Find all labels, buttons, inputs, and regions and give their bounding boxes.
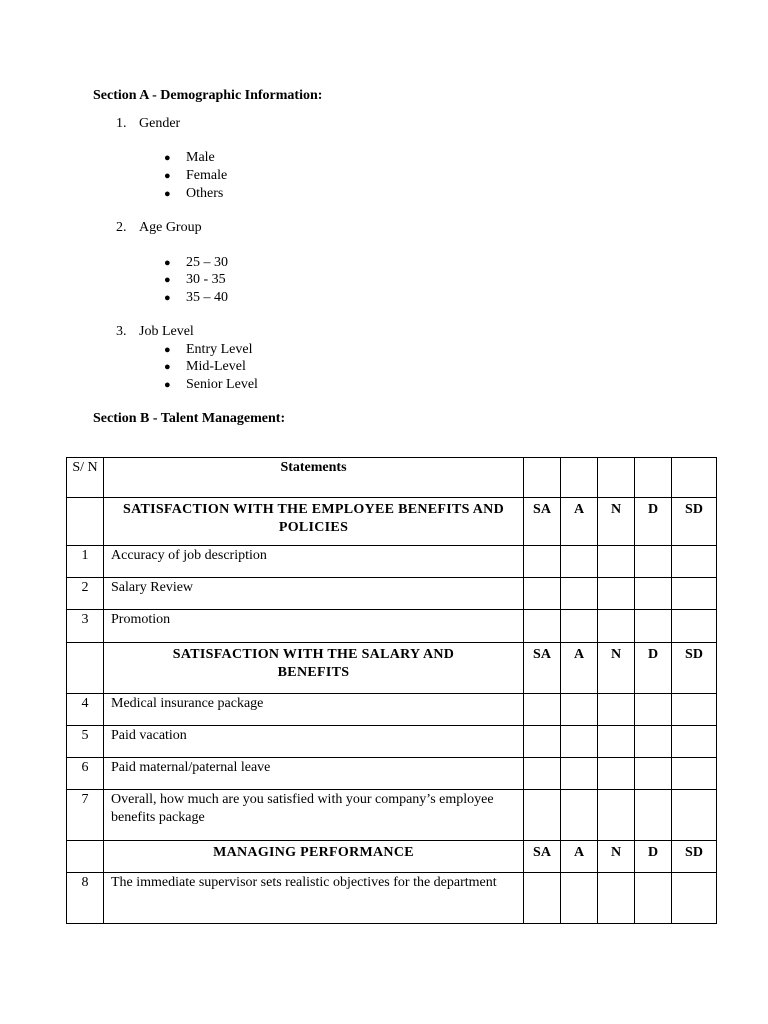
bullet-icon: ● [164, 257, 171, 269]
table-row [67, 610, 717, 643]
row-statement: Paid vacation [104, 726, 524, 758]
row-number: 5 [67, 726, 104, 758]
scale-label: A [561, 643, 598, 694]
rating-cell[interactable] [672, 578, 717, 610]
group-heading: SATISFACTION WITH THE SALARY AND BENEFITS [104, 643, 524, 694]
rating-cell[interactable] [561, 578, 598, 610]
rating-cell[interactable] [672, 610, 717, 643]
row-number: 4 [67, 694, 104, 726]
option-item [164, 272, 226, 288]
option-item [164, 255, 228, 271]
scale-label: SD [672, 498, 717, 546]
scale-label: SD [672, 841, 717, 873]
empty-cell [635, 458, 672, 498]
scale-label: N [598, 498, 635, 546]
section-a-title: Section A - Demographic Information: [93, 88, 323, 103]
bullet-icon: ● [164, 361, 171, 373]
rating-cell[interactable] [635, 790, 672, 841]
row-statement: Promotion [104, 610, 524, 643]
option-label: Entry Level [186, 342, 253, 357]
scale-label: N [598, 841, 635, 873]
rating-cell[interactable] [672, 873, 717, 924]
scale-label: SA [524, 498, 561, 546]
empty-cell [67, 841, 104, 873]
scale-label: N [598, 643, 635, 694]
question-label: Job Level [139, 324, 194, 339]
option-item [164, 290, 228, 306]
row-statement: Paid maternal/paternal leave [104, 758, 524, 790]
table-header-row [67, 458, 717, 498]
scale-label: SA [524, 841, 561, 873]
group-heading-row [67, 643, 717, 694]
option-item [164, 359, 246, 375]
group-heading: MANAGING PERFORMANCE [104, 841, 524, 873]
rating-cell[interactable] [524, 726, 561, 758]
question-label: Age Group [139, 220, 202, 235]
rating-cell[interactable] [561, 758, 598, 790]
row-number: 1 [67, 546, 104, 578]
option-item [164, 186, 223, 202]
rating-cell[interactable] [524, 610, 561, 643]
empty-cell [598, 458, 635, 498]
row-statement: The immediate supervisor sets realistic objectives for the department [104, 873, 524, 924]
question-label: Gender [139, 116, 181, 131]
rating-cell[interactable] [635, 726, 672, 758]
rating-cell[interactable] [561, 873, 598, 924]
rating-cell[interactable] [524, 790, 561, 841]
bullet-icon: ● [164, 152, 171, 164]
bullet-icon: ● [164, 292, 171, 304]
rating-cell[interactable] [672, 694, 717, 726]
table-row [67, 873, 717, 924]
rating-cell[interactable] [598, 546, 635, 578]
rating-cell[interactable] [524, 694, 561, 726]
table-row [67, 546, 717, 578]
question-number: 2. [116, 220, 127, 235]
row-number: 6 [67, 758, 104, 790]
question-number: 1. [116, 116, 127, 131]
empty-cell [524, 458, 561, 498]
rating-cell[interactable] [598, 694, 635, 726]
row-number: 7 [67, 790, 104, 841]
rating-cell[interactable] [598, 790, 635, 841]
rating-cell[interactable] [598, 726, 635, 758]
rating-cell[interactable] [561, 610, 598, 643]
row-statement: Overall, how much are you satisfied with your company’s employee benefits package [104, 790, 524, 841]
scale-label: SD [672, 643, 717, 694]
option-item [164, 168, 227, 184]
group-heading-row [67, 498, 717, 546]
bullet-icon: ● [164, 188, 171, 200]
table-row [67, 578, 717, 610]
rating-cell[interactable] [524, 578, 561, 610]
option-label: Male [186, 150, 215, 165]
rating-cell[interactable] [672, 726, 717, 758]
option-label: Others [186, 186, 224, 201]
row-number: 8 [67, 873, 104, 924]
rating-cell[interactable] [598, 578, 635, 610]
option-item [164, 377, 258, 393]
rating-cell[interactable] [561, 546, 598, 578]
bullet-icon: ● [164, 274, 171, 286]
scale-label: A [561, 498, 598, 546]
group-heading-row [67, 841, 717, 873]
scale-label: D [635, 841, 672, 873]
rating-cell[interactable] [672, 790, 717, 841]
empty-cell [561, 458, 598, 498]
option-item [164, 150, 215, 166]
rating-cell[interactable] [672, 758, 717, 790]
option-label: Mid-Level [186, 359, 246, 374]
bullet-icon: ● [164, 170, 171, 182]
rating-cell[interactable] [635, 546, 672, 578]
rating-cell[interactable] [635, 694, 672, 726]
scale-label: D [635, 498, 672, 546]
rating-cell[interactable] [635, 873, 672, 924]
row-statement: Salary Review [104, 578, 524, 610]
rating-cell[interactable] [635, 758, 672, 790]
rating-cell[interactable] [635, 610, 672, 643]
rating-cell[interactable] [598, 873, 635, 924]
scale-label: D [635, 643, 672, 694]
question-job-level [116, 324, 194, 340]
statements-header: Statements [104, 458, 524, 498]
bullet-icon: ● [164, 344, 171, 356]
group-heading: SATISFACTION WITH THE EMPLOYEE BENEFITS AND POLICIES [104, 498, 524, 546]
option-label: 25 – 30 [186, 255, 228, 270]
empty-cell [67, 643, 104, 694]
row-statement: Medical insurance package [104, 694, 524, 726]
rating-cell[interactable] [561, 694, 598, 726]
row-statement: Accuracy of job description [104, 546, 524, 578]
rating-cell[interactable] [598, 610, 635, 643]
table-row [67, 790, 717, 841]
bullet-icon: ● [164, 379, 171, 391]
option-label: 30 - 35 [186, 272, 226, 287]
row-number: 3 [67, 610, 104, 643]
question-gender [116, 116, 180, 132]
table-row [67, 694, 717, 726]
rating-cell[interactable] [524, 758, 561, 790]
option-label: Senior Level [186, 377, 258, 392]
empty-cell [672, 458, 717, 498]
empty-cell [67, 498, 104, 546]
rating-cell[interactable] [598, 758, 635, 790]
scale-label: SA [524, 643, 561, 694]
table-row [67, 758, 717, 790]
rating-cell[interactable] [524, 546, 561, 578]
rating-cell[interactable] [635, 578, 672, 610]
row-number: 2 [67, 578, 104, 610]
rating-cell[interactable] [672, 546, 717, 578]
rating-cell[interactable] [561, 790, 598, 841]
rating-cell[interactable] [561, 726, 598, 758]
option-item [164, 342, 252, 358]
table-row [67, 726, 717, 758]
option-label: Female [186, 168, 228, 183]
rating-cell[interactable] [524, 873, 561, 924]
question-age-group [116, 220, 202, 236]
option-label: 35 – 40 [186, 290, 228, 305]
scale-label: A [561, 841, 598, 873]
question-number: 3. [116, 324, 127, 339]
talent-management-table [66, 457, 717, 924]
sn-header: S/ N [67, 458, 104, 498]
section-b-title: Section B - Talent Management: [93, 411, 286, 426]
